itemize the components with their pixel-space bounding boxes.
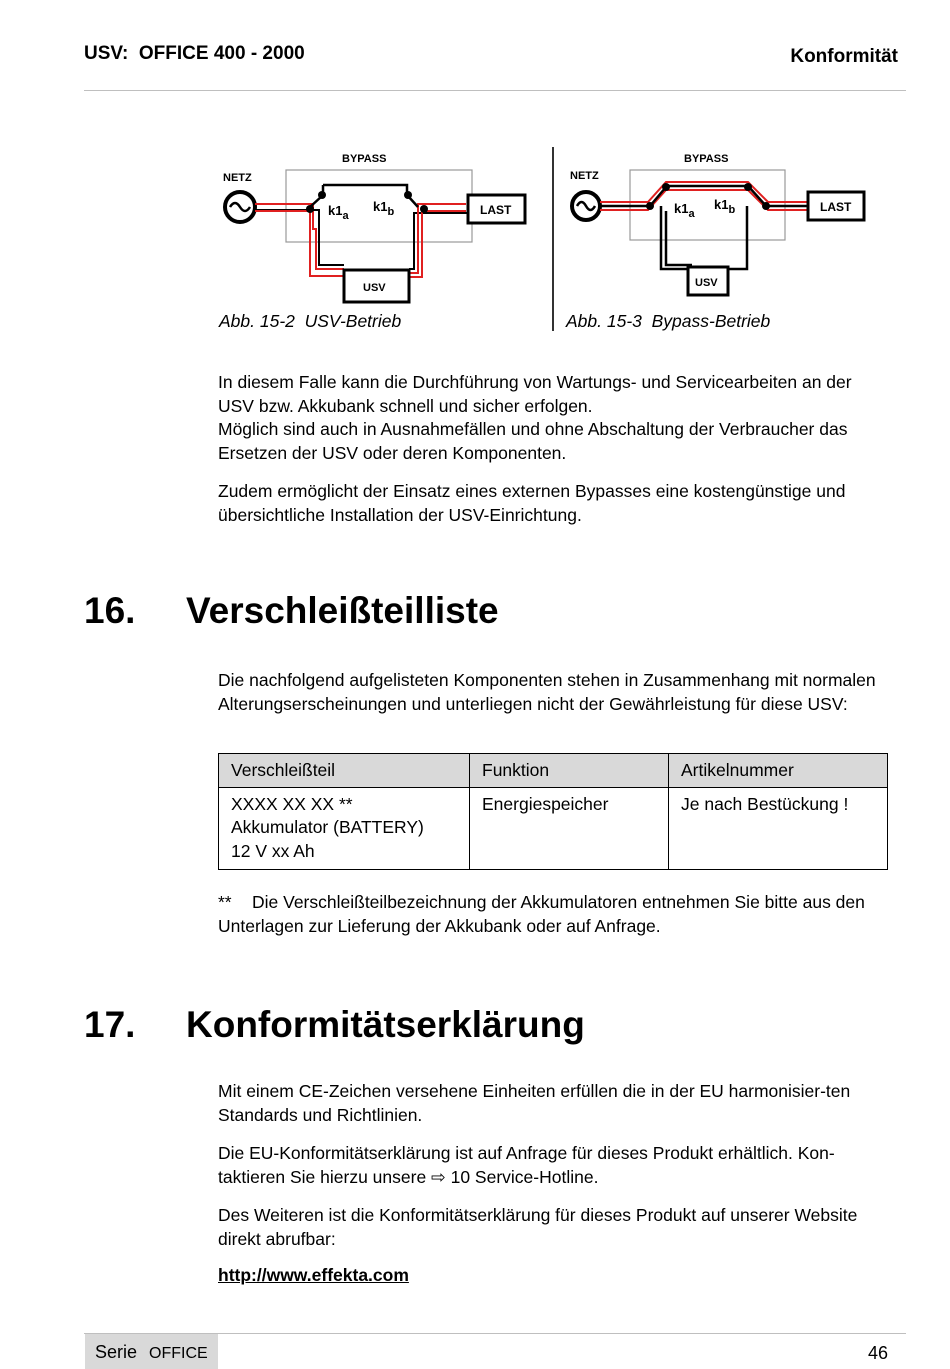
switch-k1b-label: $k1_b$ [714,197,736,216]
section-17-number: 17. [84,1004,136,1045]
arrow-icon: ⇨ [431,1166,446,1187]
bypass-label: BYPASS [342,153,387,165]
figure-divider [552,147,554,331]
switch-k1a-label: $k1_a$ [674,201,695,220]
footnote-mark: ** [218,892,232,912]
column-header-function: Funktion [470,754,669,788]
section-header: Konformität [790,46,898,67]
figure-caption-15-2: Abb. 15-2 USV-Betrieb [219,311,402,331]
bypass-label: BYPASS [684,153,729,165]
netz-label: NETZ [570,170,599,182]
section-17-text-1: Mit einem CE-Zeichen versehene Einheiten erfüllen die in der EU harmonisier-ten Standards und Richtlinien. [218,1081,851,1125]
figure-bypass-operation [566,145,886,307]
table-footnote [218,891,890,938]
footer-serie: Serie [95,1342,138,1362]
table-header-row [219,754,888,788]
intro-text-2: Möglich sind auch in Ausnahmefällen und ohne Abschaltung der Verbraucher das Ersetzen der USV oder deren Komponenten. [218,419,848,463]
cell-part: XXXX XX XX ** Akkumulator (BATTERY) 12 V xx Ah [219,787,470,870]
bypass-line [323,185,407,195]
intro-text-3: Zudem ermöglicht der Einsatz eines externen Bypasses eine kostengünstige und übersichtliche Installation der USV-Einrichtung. [218,481,846,525]
last-label: LAST [480,203,512,217]
section-16-intro: Die nachfolgend aufgelisteten Komponenten stehen in Zusammenhang mit normalen Alterungserscheinungen und unterliegen nicht der Gewährleistung für diese USV: [218,670,876,714]
intro-paragraph [218,371,890,465]
table-row [219,787,888,870]
cell-article: Je nach Bestückung ! [669,787,888,870]
column-header-article: Artikelnummer [669,754,888,788]
usv-label: USV [695,277,718,289]
last-label: LAST [820,200,852,214]
netz-label: NETZ [223,172,252,184]
website-link[interactable]: http://www.effekta.com [218,1265,409,1285]
section-16-title: Verschleißteilliste [186,590,499,631]
column-header-part: Verschleißteil [219,754,470,788]
page-number: 46 [867,1343,888,1363]
header-divider [84,90,906,91]
section-17-text-3: Des Weiteren ist die Konformitätserklärung für dieses Produkt auf unserer Website direkt abrufbar: [218,1205,858,1249]
section-17-title: Konformitätserklärung [186,1004,585,1045]
usv-label: USV [363,282,386,294]
figure-caption-15-3: Abb. 15-3 Bypass-Betrieb [566,311,771,331]
switch-k1b-label: $k1_b$ [373,199,395,218]
section-16-number: 16. [84,590,136,631]
cell-function: Energiespeicher [470,787,669,870]
document-title: USV: OFFICE 400 - 2000 [84,43,305,64]
footnote-text: Die Verschleißteilbezeichnung der Akkumulatoren entnehmen Sie bitte aus den Unterlagen zur Lieferung der Akkubank oder auf Anfrage. [218,892,865,936]
active-power-path [255,204,470,277]
intro-text-1: In diesem Falle kann die Durchführung von Wartungs- und Servicearbeiten an der USV bzw. Akkubank schnell und sicher erfolgen. [218,372,852,416]
figure-usv-operation [218,145,538,307]
footer-office: OFFICE [149,1345,208,1362]
switch-k1a-label: $k1_a$ [328,203,349,222]
section-17-text-2: Die EU-Konformitätserklärung ist auf Anfrage für dieses Produkt erhältlich. Kon-taktieren Sie hierzu unsere ⇨ 10 Service-Hotline. [218,1143,835,1187]
wear-parts-table [218,753,888,870]
